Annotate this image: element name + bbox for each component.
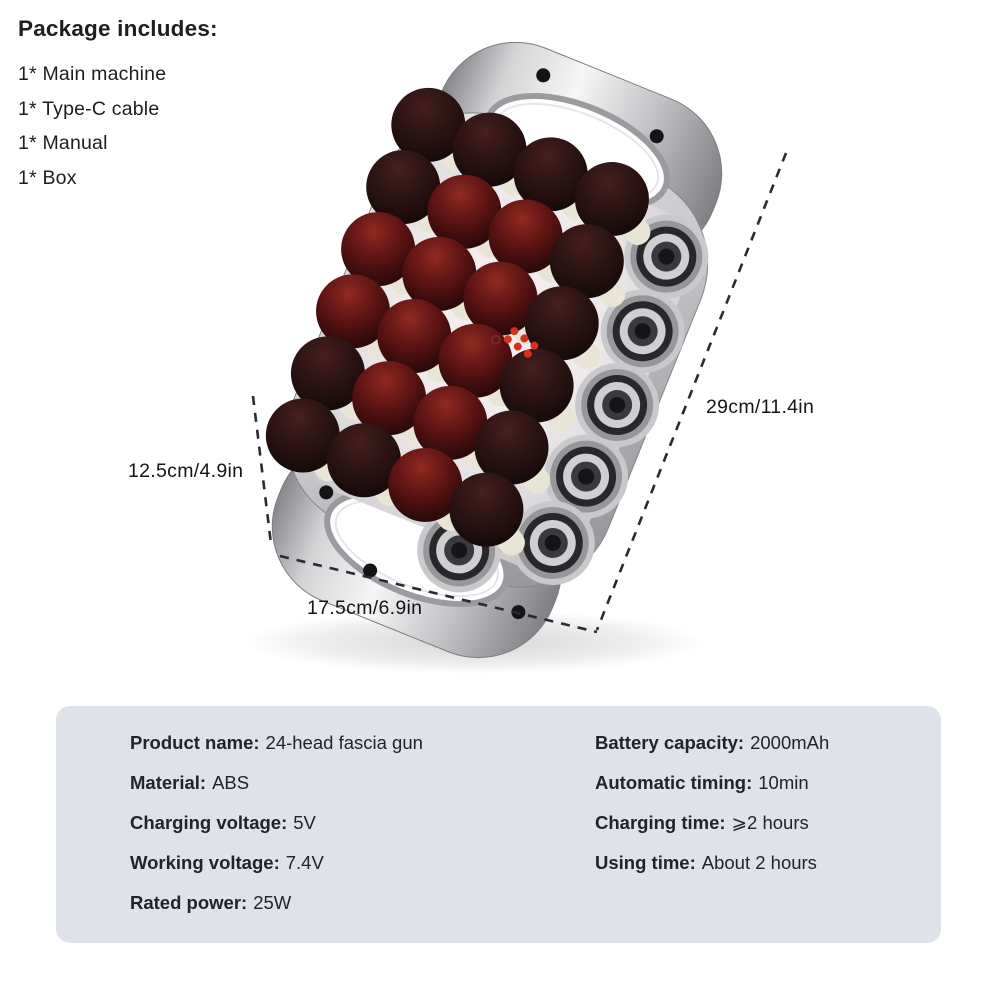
spec-value: 10min — [758, 772, 809, 793]
height-dimension-label: 29cm/11.4in — [706, 396, 815, 418]
width-dimension-line — [253, 396, 271, 544]
spec-row-working-voltage — [130, 843, 423, 883]
spec-label: Rated power: — [130, 892, 248, 913]
spec-row-material — [130, 763, 423, 803]
spec-label: Automatic timing: — [595, 772, 753, 793]
spec-row-automatic-timing — [595, 763, 829, 803]
depth-dimension-label: 17.5cm/6.9in — [307, 597, 423, 619]
spec-value: 24-head fascia gun — [265, 732, 423, 753]
spec-label: Material: — [130, 772, 207, 793]
spec-label: Working voltage: — [130, 852, 280, 873]
spec-row-charging-time — [595, 803, 829, 843]
spec-row-battery-capacity — [595, 723, 829, 763]
spec-label: Charging time: — [595, 812, 726, 833]
spec-row-rated-power — [130, 883, 423, 923]
package-includes-title: Package includes: — [18, 16, 218, 41]
spec-label: Using time: — [595, 852, 696, 873]
spec-column-right — [595, 723, 829, 883]
width-dimension-label: 12.5cm/4.9in — [128, 460, 244, 482]
spec-value: ⩾2 hours — [731, 812, 809, 833]
spec-row-using-time — [595, 843, 829, 883]
spec-value: 25W — [253, 892, 292, 913]
package-item-type-c-cable: 1* Type-C cable — [18, 97, 160, 120]
spec-value: 5V — [293, 812, 316, 833]
spec-card — [56, 706, 941, 943]
package-item-manual: 1* Manual — [18, 132, 108, 155]
package-item-box: 1* Box — [18, 166, 77, 189]
spec-label: Battery capacity: — [595, 732, 745, 753]
spec-label: Product name: — [130, 732, 260, 753]
spec-row-charging-voltage — [130, 803, 423, 843]
spec-row-product-name — [130, 723, 423, 763]
spec-value: ABS — [212, 772, 250, 793]
fascia-gun-device — [214, 4, 770, 691]
package-item-main-machine: 1* Main machine — [18, 63, 167, 85]
spec-value: 2000mAh — [750, 732, 830, 753]
spec-value: 7.4V — [285, 852, 324, 873]
spec-label: Charging voltage: — [130, 812, 288, 833]
spec-value: About 2 hours — [701, 852, 817, 873]
spec-column-left — [130, 723, 423, 923]
